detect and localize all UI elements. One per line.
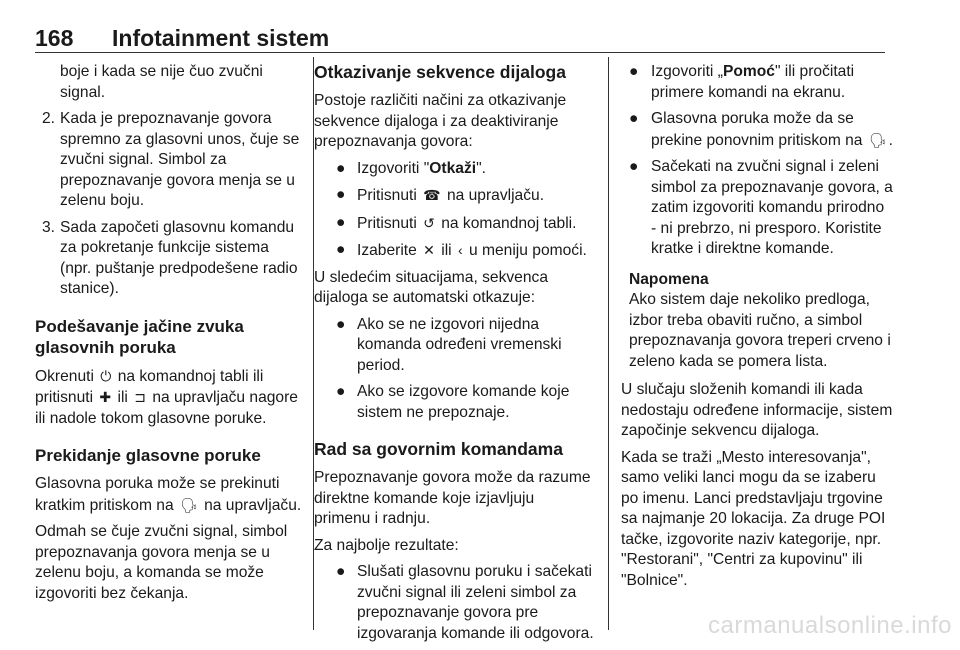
volume-text: Okrenuti ⏻ na komandnoj tabli ili pritisnuti ✚ ili ⊐ na upravljaču nagore ili nadole tokom glasovne poruke. xyxy=(35,367,298,427)
end-call-icon: ☎ xyxy=(423,187,441,203)
interrupt-text-2: Odmah se čuje zvučni signal, simbol prepoznavanja govora menja se u zelenu boju, a komanda se može izgovoriti bez čekanja. xyxy=(35,523,288,602)
heading-cancel: Otkazivanje sekvence dijaloga xyxy=(314,62,566,82)
steps-list xyxy=(35,109,303,300)
list-item: ● Slušati glasovnu poruku i sačekati zvučni signal ili zeleni simbol za prepoznavanje govora pre izgovaranja komande ili odgovora. xyxy=(336,563,594,642)
best-results: Za najbolje rezultate: xyxy=(314,536,459,554)
interrupt-text: Glasovna poruka može se prekinuti kratkim pritiskom na 🗣 na upravljaču. xyxy=(35,475,302,514)
list-item: ● Pritisnuti ☎ na upravljaču. xyxy=(336,186,545,204)
column-divider-2 xyxy=(608,57,609,630)
list-item: ● Izaberite ✕ ili ‹ u meniju pomoći. xyxy=(336,241,587,259)
back-icon: ↺ xyxy=(423,214,435,231)
heading-volume: Podešavanje jačine zvuka glasovnih poruka xyxy=(35,316,244,357)
direct-text: Prepoznavanje govora može da razume direktne komande koje izjavljuju primenu i radnju. xyxy=(314,469,591,527)
chevron-left-icon: ‹ xyxy=(457,242,463,258)
cancel-list xyxy=(314,159,594,262)
complex-commands-text: U slučaju složenih komandi ili kada nedostaju određene informacije, sistem započinje sekvencu dijaloga. xyxy=(621,381,893,439)
list-item: 2. Kada je prepoznavanje govora spremno za glasovni unos, čuje se zvučni signal. Simbol za prepoznavanje govora menja se u zelenu boju. xyxy=(42,110,300,209)
page-number: 168 xyxy=(35,25,74,51)
header-rule xyxy=(35,52,885,53)
heading-direct: Rad sa govornim komandama xyxy=(314,439,563,459)
list-item: ● Pritisnuti ↺ na komandnoj tabli. xyxy=(336,213,577,232)
step-continuation: boje i kada se nije čuo zvučni signal. xyxy=(60,63,263,101)
page-title: Infotainment sistem xyxy=(112,25,330,51)
volume-up-icon: ✚ xyxy=(99,389,112,405)
list-item: 3. Sada započeti glasovnu komandu za pokretanje funkcije sistema (npr. puštanje predpodešene radio stanice). xyxy=(42,218,298,297)
auto-cancel-list xyxy=(314,315,594,424)
list-item: ● Izgovoriti "Otkaži". xyxy=(336,159,486,177)
voice-button-icon: 🗣 xyxy=(868,131,887,148)
column-2 xyxy=(314,62,594,650)
list-item: ● Sačekati na zvučni signal i zeleni simbol za prepoznavanje govora, a zatim izgovoriti komandu prirodno - ni prebrzo, ni presporo. Koristite kratke i direktne komande. xyxy=(629,158,893,257)
close-icon: ✕ xyxy=(423,242,435,258)
auto-cancel-intro: U sledećim situacijama, sekvenca dijaloga se automatski otkazuje: xyxy=(314,268,548,306)
note-box xyxy=(629,270,893,373)
note-text: Ako sistem daje nekoliko predloga, izbor treba obaviti ručno, a simbol prepoznavanja govora treperi crveno i zeleno kada se pomera lista. xyxy=(629,291,891,370)
voice-button-icon: 🗣 xyxy=(179,496,198,513)
list-item: ● Ako se izgovore komande koje sistem ne prepoznaje. xyxy=(336,383,570,421)
tips-list xyxy=(621,62,893,260)
best-list xyxy=(314,562,594,644)
column-1 xyxy=(35,62,303,610)
cancel-intro: Postoje različiti načini za otkazivanje sekvence dijaloga i za deaktiviranje prepoznavanja govora: xyxy=(314,92,567,150)
poi-text: Kada se traži „Mesto interesovanja", samo veliki lanci mogu da se izaberu po imenu. Lanci predstavljaju trgovine sa najmanje 20 lokacija. Za druge POI tačke, izgovorite naziv kategorije, npr. "Restorani", "Centri za kupovinu" ili "Bolnice". xyxy=(621,448,886,589)
volume-down-icon: ⊐ xyxy=(134,389,146,405)
column-3 xyxy=(621,62,893,597)
list-item: ● Ako se ne izgovori nijedna komanda određeni vremenski period. xyxy=(336,315,562,374)
rotary-knob-icon: ⏻ xyxy=(100,367,112,384)
note-title: Napomena xyxy=(629,270,709,288)
heading-interrupt: Prekidanje glasovne poruke xyxy=(35,446,261,465)
list-item: ● Glasovna poruka može da se prekine ponovnim pritiskom na 🗣 . xyxy=(629,110,893,149)
watermark: carmanualsonline.info xyxy=(708,612,952,639)
list-item: ● Izgovoriti „Pomoć" ili pročitati primere komandi na ekranu. xyxy=(629,63,855,101)
